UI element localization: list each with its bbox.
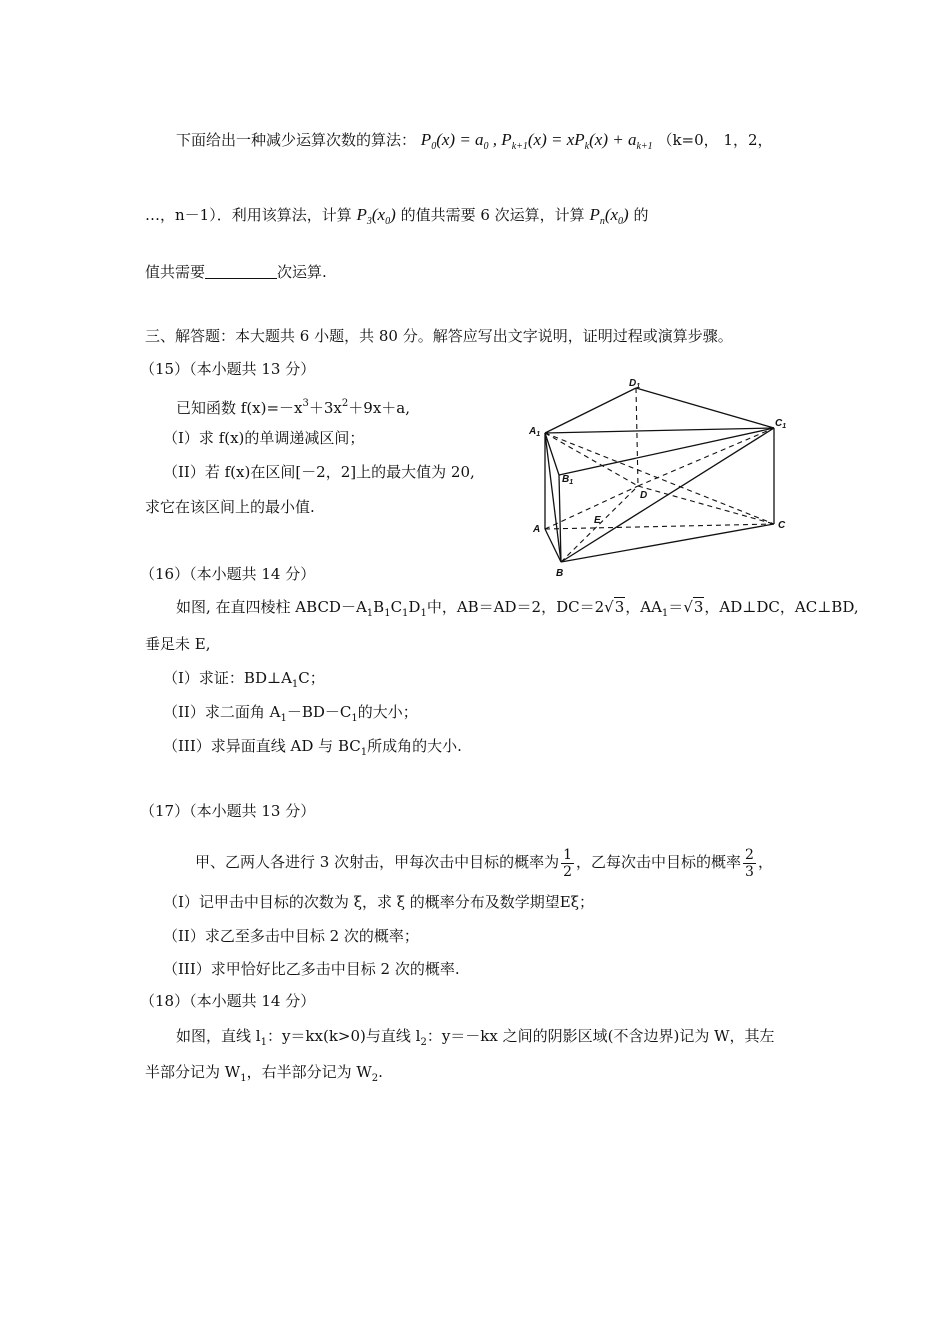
q16-part1: （I）求证：$BD\perp A_1C$； [163, 669, 325, 690]
label-a: A [533, 524, 541, 535]
edge-a-c [545, 524, 774, 529]
q17-part1: （I）记甲击中目标的次数为 ξ，求 ξ 的概率分布及数学期望Eξ； [163, 893, 594, 911]
p14-k-range: （k=0， 1，2， [657, 131, 773, 149]
prism-figure [525, 378, 795, 583]
fraction-two-thirds: $\frac{2}{3}$ [745, 846, 754, 880]
sqrt-3: √3 [604, 598, 625, 616]
q17-part2: （II）求乙至多击中目标 2 次的概率； [163, 927, 419, 945]
sqrt-3: √3 [683, 598, 704, 616]
label-b1: $B_1$ [562, 474, 574, 486]
label-c: C [778, 520, 786, 531]
edge-d1-d [636, 388, 638, 486]
label-c1: $C_1$ [775, 418, 787, 430]
q16-label: （16）（本小题共 14 分） [140, 565, 316, 583]
q17-part3: （III）求甲恰好比乙多击中目标 2 次的概率. [163, 960, 460, 978]
q18-label: （18）（本小题共 14 分） [140, 992, 316, 1010]
edge-a1-c [545, 433, 774, 524]
p14-line2: …，n－1）．利用该算法，计算 $P_3(x_0)$ 的值共需要 6 次运算，计算 $P_n(x_0)$ 的 [145, 205, 649, 227]
edge-d1-c1 [636, 388, 774, 428]
label-a1: $A_1$ [529, 426, 541, 438]
section3-heading: 三、解答题：本大题共 6 小题，共 80 分。解答应写出文字说明，证明过程或演算步骤。 [145, 327, 733, 345]
p14-line1 [176, 130, 773, 157]
edge-a1-c1 [545, 428, 774, 433]
q16-part3: （III）求异面直线 AD 与 $BC_1$所成角的大小. [163, 737, 462, 758]
edge-a1-d1 [545, 388, 636, 433]
fraction-one-half: $\frac{1}{2}$ [563, 846, 573, 880]
q15-stem: 已知函数 $f(x)=-x^3+3x^2+9x+a$, [176, 398, 410, 417]
q17-stem: 甲、乙两人各进行 3 次射击，甲每次击中目标的概率为 $\frac{1}{2}$ ，乙每次击中目标的概率 $\frac{2}{3}$ ， [195, 846, 773, 880]
label-d1: $D_1$ [629, 378, 641, 390]
p14-line3: 值共需要 次运算. [145, 263, 327, 281]
q18-stem2: 半部分记为 $W_1$，右半部分记为 $W_2$. [145, 1063, 383, 1084]
edge-a1-b [545, 433, 561, 562]
q16-stem2: 垂足未 E, [145, 635, 211, 653]
pn-x0: $P_n(x_0)$ [589, 205, 629, 227]
q15-part1: （I）求 f(x)的单调递减区间； [163, 429, 365, 447]
answer-blank[interactable] [205, 262, 277, 279]
q17-label: （17）（本小题共 13 分） [140, 802, 316, 820]
edge-d-c1 [638, 428, 774, 486]
label-e: E [594, 515, 601, 526]
p14-intro: 下面给出一种减少运算次数的算法： [176, 131, 417, 149]
label-b: B [556, 568, 564, 579]
q15-label: （15）（本小题共 13 分） [140, 360, 316, 378]
q16-stem: 如图, 在直四棱柱 $ABCD-A_1B_1C_1D_1$中，AB＝AD＝2，DC＝2√3，$AA_1=√3$，AD⊥DC，AC⊥BD, [176, 598, 859, 619]
p14-formula: $P_0(x) = a_0$ , $P_{k+1}(x) = xP_k(x) + a_{k+1}$ [420, 130, 653, 152]
q16-part2: （II）求二面角 $A_1-BD-C_1$的大小； [163, 703, 418, 724]
edge-b-c1 [561, 428, 774, 562]
q15-part2b: 求它在该区间上的最小值. [145, 498, 315, 516]
label-d: D [640, 490, 648, 501]
q18-stem: 如图，直线 $l_1$：y＝kx(k>0)与直线 $l_2$：y＝－kx 之间的阴影区域(不含边界)记为 W，其左 [176, 1027, 775, 1048]
q15-part2: （II）若 f(x)在区间[－2，2]上的最大值为 20, [163, 463, 475, 481]
edge-d-c [638, 486, 774, 524]
p3-x0: $P_3(x_0)$ [356, 205, 396, 227]
